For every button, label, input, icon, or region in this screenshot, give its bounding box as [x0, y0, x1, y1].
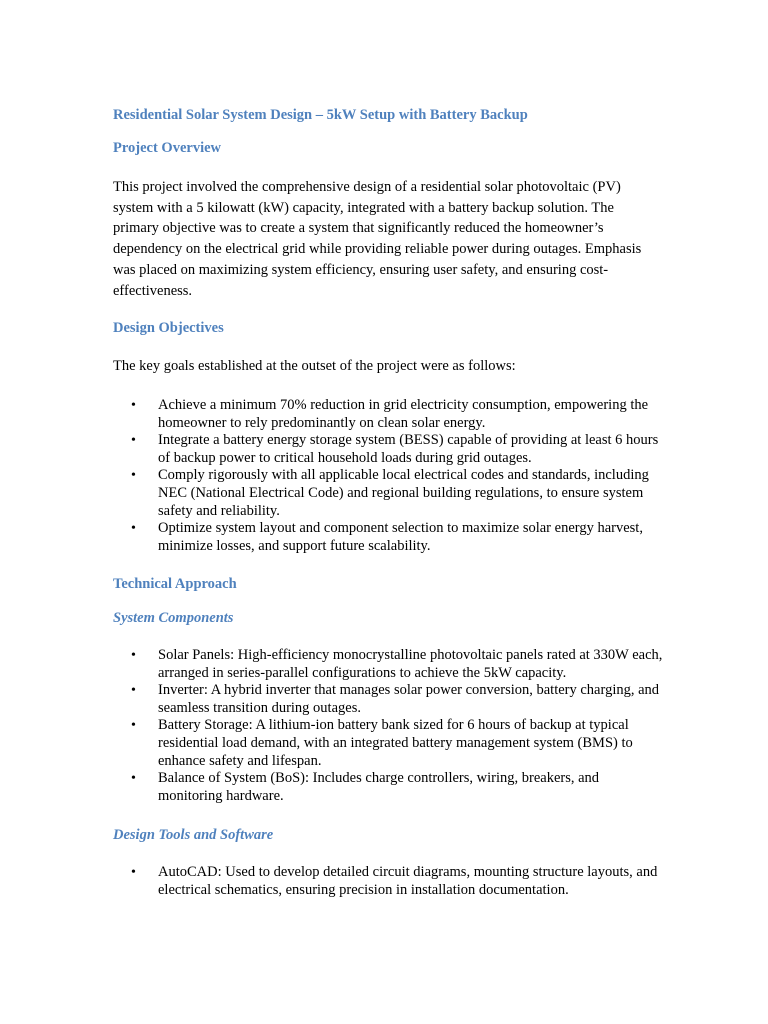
bullet-icon: • — [131, 771, 136, 787]
list-item-text: Integrate a battery energy storage system (BESS) capable of providing at least 6 hours of backup power to critical household loads during grid outages. — [158, 432, 659, 466]
list-item-text: Achieve a minimum 70% reduction in grid electricity consumption, empowering the homeowner to rely predominantly on clean solar energy. — [158, 397, 649, 431]
document-title: Residential Solar System Design – 5kW Setup with Battery Backup — [113, 107, 528, 123]
subheading-system-components: System Components — [113, 610, 234, 626]
list-item-text: Optimize system layout and component selection to maximize solar energy harvest, minimize losses, and support future scalability. — [158, 520, 643, 554]
list-item-text: Comply rigorously with all applicable local electrical codes and standards, including NEC (National Electrical Code) and regional building regulations, to ensure system safety and reliability. — [158, 467, 649, 519]
list-item-text: Battery Storage: A lithium-ion battery bank sized for 6 hours of backup at typical residential load demand, with an integrated battery management system (BMS) to enhance safety and lifespan. — [158, 717, 633, 769]
heading-technical-approach: Technical Approach — [113, 576, 237, 592]
subheading-design-tools: Design Tools and Software — [113, 827, 274, 843]
bullet-icon: • — [131, 521, 136, 537]
list-item — [113, 717, 663, 770]
list-item — [113, 770, 663, 805]
objectives-intro: The key goals established at the outset of the project were as follows: — [113, 358, 516, 374]
list-item — [113, 397, 663, 432]
bullet-icon: • — [131, 648, 136, 663]
list-item — [113, 467, 663, 520]
objectives-list — [113, 397, 663, 555]
heading-design-objectives: Design Objectives — [113, 320, 224, 336]
list-item — [113, 520, 663, 555]
bullet-icon: • — [131, 683, 136, 699]
list-item — [113, 647, 663, 682]
bullet-icon: • — [131, 865, 136, 880]
tools-list — [113, 864, 663, 899]
bullet-icon: • — [131, 468, 136, 484]
bullet-icon: • — [131, 433, 136, 449]
list-item-text: Solar Panels: High-efficiency monocrystalline photovoltaic panels rated at 330W each, arranged in series-parallel configurations to achieve the 5kW capacity. — [158, 647, 663, 681]
overview-paragraph: This project involved the comprehensive design of a residential solar photovoltaic (PV) system with a 5 kilowatt (kW) capacity, integrated with a battery backup solution. The primary objective was to create a system that significantly reduced the homeowner’s dependency on the electrical grid while providing reliable power during outages. Emphasis was placed on maximizing system efficiency, ensuring user safety, and ensuring cost-effectiveness. — [113, 179, 642, 299]
list-item — [113, 864, 663, 899]
list-item — [113, 432, 663, 467]
components-list — [113, 647, 663, 805]
bullet-icon: • — [131, 398, 136, 413]
list-item-text: AutoCAD: Used to develop detailed circuit diagrams, mounting structure layouts, and electrical schematics, ensuring precision in installation documentation. — [158, 864, 658, 898]
list-item-text: Balance of System (BoS): Includes charge controllers, wiring, breakers, and monitoring hardware. — [158, 770, 600, 804]
list-item-text: Inverter: A hybrid inverter that manages solar power conversion, battery charging, and seamless transition during outages. — [158, 682, 660, 716]
list-item — [113, 682, 663, 717]
bullet-icon: • — [131, 718, 136, 734]
heading-project-overview: Project Overview — [113, 140, 222, 156]
